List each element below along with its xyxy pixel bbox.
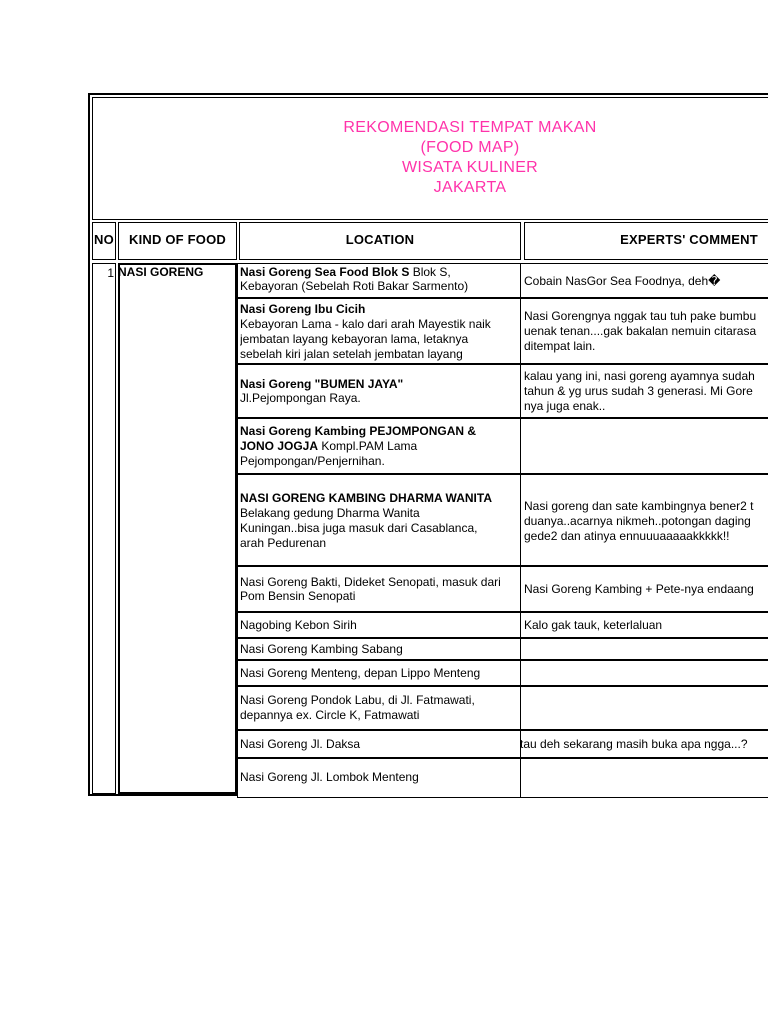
- location-detail: Kebayoran Lama - kalo dari arah Mayestik naik: [240, 317, 491, 331]
- comment-text-7: [524, 618, 768, 632]
- header-kind-of-food: KIND OF FOOD: [128, 233, 226, 247]
- location-name: NASI GORENG KAMBING DHARMA WANITA: [240, 491, 492, 505]
- location-text-3: [240, 377, 520, 405]
- comment-cell-4: [520, 418, 768, 474]
- location-detail: Pom Bensin Senopati: [240, 589, 356, 603]
- comment-line: duanya..acarnya nikmeh..potongan daging: [524, 514, 751, 528]
- location-text-9: [240, 666, 520, 680]
- comment-line: kalau yang ini, nasi goreng ayamnya sudah: [524, 369, 755, 383]
- comment-line: nya juga enak..: [524, 399, 606, 413]
- comment-text-2: [524, 309, 768, 354]
- location-text-4: [240, 424, 520, 469]
- location-name-2: JONO JOGJA: [240, 439, 319, 453]
- location-detail: arah Pedurenan: [240, 536, 327, 550]
- location-detail: sebelah kiri jalan setelah jembatan layang: [240, 347, 463, 361]
- location-detail: Blok S,: [409, 265, 451, 279]
- comment-line: Nasi Gorengnya nggak tau tuh pake bumbu: [524, 309, 757, 323]
- no-cell: [92, 263, 116, 794]
- row-number: 1: [107, 266, 114, 280]
- location-detail: Jl.Pejompongan Raya.: [240, 391, 361, 405]
- comment-line: tahun & yg urus sudah 3 generasi. Mi Gore: [524, 384, 753, 398]
- kind-of-food: NASI GORENG: [118, 265, 204, 279]
- location-detail: Nasi Goreng Menteng, depan Lippo Menteng: [240, 666, 481, 680]
- comment-text-1: [524, 274, 768, 288]
- location-detail: Kompl.PAM Lama: [318, 439, 418, 453]
- comment-cell-12: [520, 758, 768, 798]
- location-detail: Nasi Goreng Bakti, Dideket Senopati, masuk dari: [240, 575, 501, 589]
- comment-line: Kalo gak tauk, keterlaluan: [524, 618, 663, 632]
- location-text-12: [240, 770, 520, 784]
- location-detail: Nasi Goreng Kambing Sabang: [240, 642, 403, 656]
- location-text-8: [240, 642, 520, 656]
- location-detail: Nasi Goreng Jl. Lombok Menteng: [240, 770, 419, 784]
- comment-line: gede2 dan atinya ennuuuaaaaakkkkk!!: [524, 529, 730, 543]
- location-name: Nasi Goreng "BUMEN JAYA": [240, 377, 404, 391]
- comment-line: ditempat lain.: [524, 339, 596, 353]
- comment-text-11: [520, 737, 768, 751]
- comment-cell-9: [520, 660, 768, 686]
- location-detail: Kebayoran (Sebelah Roti Bakar Sarmento): [240, 279, 469, 293]
- location-detail: Pejompongan/Penjernihan.: [240, 454, 385, 468]
- comment-text-3: [524, 369, 768, 414]
- kind-cell: [118, 263, 237, 794]
- comment-line: Nasi goreng dan sate kambingnya bener2 t: [524, 499, 754, 513]
- location-detail: Nasi Goreng Pondok Labu, di Jl. Fatmawati,: [240, 693, 475, 707]
- comment-line: uenak tenan....gak bakalan nemuin citarasa: [524, 324, 757, 338]
- header-no: NO: [94, 233, 114, 247]
- location-text-11: [240, 737, 520, 751]
- title-line-1: REKOMENDASI TEMPAT MAKAN: [343, 119, 597, 136]
- location-name: Nasi Goreng Kambing PEJOMPONGAN &: [240, 424, 477, 438]
- comment-cell-10: [520, 686, 768, 730]
- location-detail: Nagobing Kebon Sirih: [240, 618, 357, 632]
- location-text-2: [240, 302, 520, 362]
- location-text-7: [240, 618, 520, 632]
- comment-cell-8: [520, 638, 768, 660]
- title-line-3: WISATA KULINER: [401, 159, 539, 176]
- location-name: Nasi Goreng Ibu Cicih: [240, 302, 366, 316]
- location-text-5: [240, 491, 520, 551]
- location-text-6: [240, 575, 522, 603]
- title-line-2: (FOOD MAP): [420, 139, 520, 156]
- header-location: LOCATION: [345, 233, 415, 247]
- location-detail: Kuningan..bisa juga masuk dari Casablanca,: [240, 521, 478, 535]
- location-text-10: [240, 693, 520, 723]
- location-detail: Belakang gedung Dharma Wanita: [240, 506, 420, 520]
- comment-line: Nasi Goreng Kambing + Pete-nya endaang: [524, 582, 754, 596]
- comment-line: Cobain NasGor Sea Foodnya, deh�: [524, 274, 721, 288]
- location-text-1: [240, 265, 520, 293]
- location-detail: Nasi Goreng Jl. Daksa: [240, 737, 361, 751]
- location-detail: jembatan layang kebayoran lama, letaknya: [240, 332, 469, 346]
- comment-text-5: [524, 499, 768, 544]
- comment-line: tau deh sekarang masih buka apa ngga...?: [520, 737, 748, 751]
- location-name: Nasi Goreng Sea Food Blok S: [240, 265, 410, 279]
- header-experts-comment: EXPERTS' COMMENT: [620, 233, 758, 247]
- title-line-4: JAKARTA: [433, 179, 507, 196]
- location-detail: depannya ex. Circle K, Fatmawati: [240, 708, 420, 722]
- comment-text-6: [524, 582, 768, 596]
